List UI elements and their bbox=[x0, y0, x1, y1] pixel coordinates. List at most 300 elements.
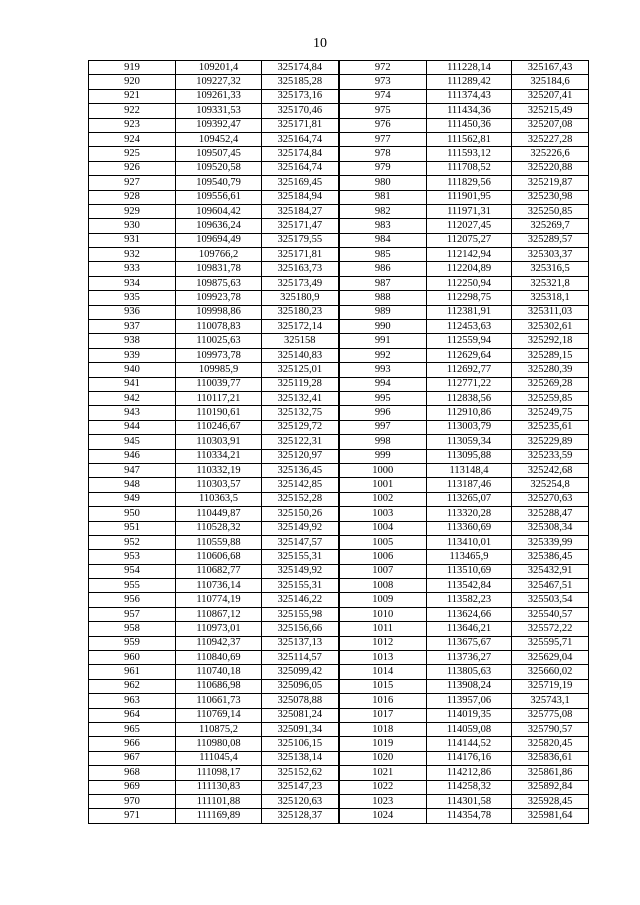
left-y-coordinate-cell: 325120,97 bbox=[262, 449, 339, 463]
right-y-coordinate-cell: 325269,7 bbox=[512, 219, 589, 233]
right-point-number-cell: 1000 bbox=[339, 463, 427, 477]
right-point-number-cell: 1024 bbox=[339, 809, 427, 823]
left-y-coordinate-cell: 325170,46 bbox=[262, 104, 339, 118]
left-point-number-cell: 950 bbox=[89, 507, 176, 521]
right-x-coordinate-cell: 112559,94 bbox=[427, 334, 512, 348]
right-x-coordinate-cell: 113582,23 bbox=[427, 593, 512, 607]
left-y-coordinate-cell: 325172,14 bbox=[262, 320, 339, 334]
left-y-coordinate-cell: 325091,34 bbox=[262, 722, 339, 736]
left-x-coordinate-cell: 110606,68 bbox=[176, 550, 262, 564]
right-y-coordinate-cell: 325892,84 bbox=[512, 780, 589, 794]
right-point-number-cell: 1018 bbox=[339, 722, 427, 736]
left-point-number-cell: 931 bbox=[89, 233, 176, 247]
right-point-number-cell: 984 bbox=[339, 233, 427, 247]
right-x-coordinate-cell: 113957,06 bbox=[427, 694, 512, 708]
left-y-coordinate-cell: 325119,28 bbox=[262, 377, 339, 391]
table-row bbox=[89, 766, 589, 780]
right-point-number-cell: 997 bbox=[339, 420, 427, 434]
left-point-number-cell: 956 bbox=[89, 593, 176, 607]
table-row bbox=[89, 391, 589, 405]
right-x-coordinate-cell: 112771,22 bbox=[427, 377, 512, 391]
right-x-coordinate-cell: 112027,45 bbox=[427, 219, 512, 233]
right-x-coordinate-cell: 114212,86 bbox=[427, 766, 512, 780]
left-y-coordinate-cell: 325152,62 bbox=[262, 766, 339, 780]
right-y-coordinate-cell: 325303,37 bbox=[512, 248, 589, 262]
left-y-coordinate-cell: 325171,81 bbox=[262, 248, 339, 262]
right-y-coordinate-cell: 325292,18 bbox=[512, 334, 589, 348]
table-row bbox=[89, 463, 589, 477]
left-y-coordinate-cell: 325096,05 bbox=[262, 679, 339, 693]
left-x-coordinate-cell: 110528,32 bbox=[176, 521, 262, 535]
left-point-number-cell: 934 bbox=[89, 276, 176, 290]
right-point-number-cell: 1003 bbox=[339, 507, 427, 521]
left-y-coordinate-cell: 325129,72 bbox=[262, 420, 339, 434]
left-y-coordinate-cell: 325184,94 bbox=[262, 190, 339, 204]
left-y-coordinate-cell: 325142,85 bbox=[262, 478, 339, 492]
right-point-number-cell: 987 bbox=[339, 276, 427, 290]
left-x-coordinate-cell: 110559,88 bbox=[176, 535, 262, 549]
left-y-coordinate-cell: 325132,41 bbox=[262, 391, 339, 405]
left-y-coordinate-cell: 325106,15 bbox=[262, 737, 339, 751]
right-point-number-cell: 1008 bbox=[339, 579, 427, 593]
left-x-coordinate-cell: 110334,21 bbox=[176, 449, 262, 463]
left-point-number-cell: 932 bbox=[89, 248, 176, 262]
right-y-coordinate-cell: 325836,61 bbox=[512, 751, 589, 765]
left-x-coordinate-cell: 110025,63 bbox=[176, 334, 262, 348]
right-y-coordinate-cell: 325467,51 bbox=[512, 579, 589, 593]
table-row bbox=[89, 61, 589, 75]
table-row bbox=[89, 607, 589, 621]
right-y-coordinate-cell: 325289,57 bbox=[512, 233, 589, 247]
right-point-number-cell: 1004 bbox=[339, 521, 427, 535]
right-x-coordinate-cell: 112204,89 bbox=[427, 262, 512, 276]
right-y-coordinate-cell: 325220,88 bbox=[512, 161, 589, 175]
left-point-number-cell: 919 bbox=[89, 61, 176, 75]
left-y-coordinate-cell: 325171,47 bbox=[262, 219, 339, 233]
right-y-coordinate-cell: 325229,89 bbox=[512, 435, 589, 449]
right-point-number-cell: 1013 bbox=[339, 651, 427, 665]
right-x-coordinate-cell: 112142,94 bbox=[427, 248, 512, 262]
left-y-coordinate-cell: 325149,92 bbox=[262, 521, 339, 535]
left-x-coordinate-cell: 109636,24 bbox=[176, 219, 262, 233]
right-y-coordinate-cell: 325775,08 bbox=[512, 708, 589, 722]
left-y-coordinate-cell: 325078,88 bbox=[262, 694, 339, 708]
right-point-number-cell: 973 bbox=[339, 75, 427, 89]
left-x-coordinate-cell: 110363,5 bbox=[176, 492, 262, 506]
left-x-coordinate-cell: 110942,37 bbox=[176, 636, 262, 650]
left-point-number-cell: 969 bbox=[89, 780, 176, 794]
table-row bbox=[89, 550, 589, 564]
table-row bbox=[89, 737, 589, 751]
right-y-coordinate-cell: 325259,85 bbox=[512, 391, 589, 405]
left-y-coordinate-cell: 325137,13 bbox=[262, 636, 339, 650]
left-x-coordinate-cell: 110246,67 bbox=[176, 420, 262, 434]
right-y-coordinate-cell: 325316,5 bbox=[512, 262, 589, 276]
left-point-number-cell: 930 bbox=[89, 219, 176, 233]
right-y-coordinate-cell: 325318,1 bbox=[512, 291, 589, 305]
left-y-coordinate-cell: 325164,74 bbox=[262, 132, 339, 146]
right-y-coordinate-cell: 325302,61 bbox=[512, 320, 589, 334]
right-x-coordinate-cell: 114354,78 bbox=[427, 809, 512, 823]
left-y-coordinate-cell: 325147,23 bbox=[262, 780, 339, 794]
right-point-number-cell: 998 bbox=[339, 435, 427, 449]
left-y-coordinate-cell: 325132,75 bbox=[262, 406, 339, 420]
right-x-coordinate-cell: 113805,63 bbox=[427, 665, 512, 679]
right-point-number-cell: 1010 bbox=[339, 607, 427, 621]
right-x-coordinate-cell: 113003,79 bbox=[427, 420, 512, 434]
left-point-number-cell: 962 bbox=[89, 679, 176, 693]
table-row bbox=[89, 377, 589, 391]
right-y-coordinate-cell: 325250,85 bbox=[512, 204, 589, 218]
left-y-coordinate-cell: 325184,27 bbox=[262, 204, 339, 218]
left-x-coordinate-cell: 110769,14 bbox=[176, 708, 262, 722]
left-x-coordinate-cell: 110980,08 bbox=[176, 737, 262, 751]
left-y-coordinate-cell: 325179,55 bbox=[262, 233, 339, 247]
right-x-coordinate-cell: 111434,36 bbox=[427, 104, 512, 118]
table-row bbox=[89, 722, 589, 736]
left-point-number-cell: 966 bbox=[89, 737, 176, 751]
right-y-coordinate-cell: 325215,49 bbox=[512, 104, 589, 118]
left-x-coordinate-cell: 110682,77 bbox=[176, 564, 262, 578]
right-y-coordinate-cell: 325503,54 bbox=[512, 593, 589, 607]
left-point-number-cell: 922 bbox=[89, 104, 176, 118]
right-y-coordinate-cell: 325321,8 bbox=[512, 276, 589, 290]
left-y-coordinate-cell: 325099,42 bbox=[262, 665, 339, 679]
right-x-coordinate-cell: 114176,16 bbox=[427, 751, 512, 765]
right-y-coordinate-cell: 325235,61 bbox=[512, 420, 589, 434]
left-x-coordinate-cell: 110190,61 bbox=[176, 406, 262, 420]
left-point-number-cell: 959 bbox=[89, 636, 176, 650]
left-x-coordinate-cell: 110661,73 bbox=[176, 694, 262, 708]
right-point-number-cell: 1014 bbox=[339, 665, 427, 679]
right-x-coordinate-cell: 113187,46 bbox=[427, 478, 512, 492]
right-point-number-cell: 988 bbox=[339, 291, 427, 305]
right-y-coordinate-cell: 325790,57 bbox=[512, 722, 589, 736]
right-x-coordinate-cell: 114019,35 bbox=[427, 708, 512, 722]
left-y-coordinate-cell: 325164,74 bbox=[262, 161, 339, 175]
left-point-number-cell: 940 bbox=[89, 363, 176, 377]
table-row bbox=[89, 291, 589, 305]
table-row bbox=[89, 507, 589, 521]
table-row bbox=[89, 564, 589, 578]
right-y-coordinate-cell: 325207,08 bbox=[512, 118, 589, 132]
right-x-coordinate-cell: 111971,31 bbox=[427, 204, 512, 218]
table-row bbox=[89, 89, 589, 103]
left-x-coordinate-cell: 109831,78 bbox=[176, 262, 262, 276]
left-y-coordinate-cell: 325146,22 bbox=[262, 593, 339, 607]
table-row bbox=[89, 348, 589, 362]
right-point-number-cell: 976 bbox=[339, 118, 427, 132]
left-point-number-cell: 941 bbox=[89, 377, 176, 391]
table-row bbox=[89, 478, 589, 492]
left-x-coordinate-cell: 109923,78 bbox=[176, 291, 262, 305]
left-x-coordinate-cell: 110117,21 bbox=[176, 391, 262, 405]
right-x-coordinate-cell: 113465,9 bbox=[427, 550, 512, 564]
left-y-coordinate-cell: 325180,23 bbox=[262, 305, 339, 319]
left-x-coordinate-cell: 110303,91 bbox=[176, 435, 262, 449]
left-x-coordinate-cell: 110875,2 bbox=[176, 722, 262, 736]
left-y-coordinate-cell: 325150,26 bbox=[262, 507, 339, 521]
left-y-coordinate-cell: 325147,57 bbox=[262, 535, 339, 549]
right-point-number-cell: 990 bbox=[339, 320, 427, 334]
left-point-number-cell: 933 bbox=[89, 262, 176, 276]
table-row bbox=[89, 521, 589, 535]
right-y-coordinate-cell: 325230,98 bbox=[512, 190, 589, 204]
right-point-number-cell: 1016 bbox=[339, 694, 427, 708]
left-x-coordinate-cell: 109261,33 bbox=[176, 89, 262, 103]
left-x-coordinate-cell: 111101,88 bbox=[176, 794, 262, 808]
left-point-number-cell: 963 bbox=[89, 694, 176, 708]
left-point-number-cell: 920 bbox=[89, 75, 176, 89]
right-y-coordinate-cell: 325719,19 bbox=[512, 679, 589, 693]
right-y-coordinate-cell: 325280,39 bbox=[512, 363, 589, 377]
right-x-coordinate-cell: 111829,56 bbox=[427, 176, 512, 190]
table-row bbox=[89, 219, 589, 233]
right-x-coordinate-cell: 113624,66 bbox=[427, 607, 512, 621]
left-x-coordinate-cell: 109331,53 bbox=[176, 104, 262, 118]
left-point-number-cell: 954 bbox=[89, 564, 176, 578]
table-row bbox=[89, 708, 589, 722]
left-x-coordinate-cell: 109227,32 bbox=[176, 75, 262, 89]
right-point-number-cell: 1011 bbox=[339, 622, 427, 636]
right-x-coordinate-cell: 113265,07 bbox=[427, 492, 512, 506]
right-point-number-cell: 1009 bbox=[339, 593, 427, 607]
right-y-coordinate-cell: 325249,75 bbox=[512, 406, 589, 420]
table-row bbox=[89, 204, 589, 218]
left-y-coordinate-cell: 325138,14 bbox=[262, 751, 339, 765]
left-point-number-cell: 948 bbox=[89, 478, 176, 492]
table-row bbox=[89, 305, 589, 319]
right-point-number-cell: 983 bbox=[339, 219, 427, 233]
left-x-coordinate-cell: 109520,58 bbox=[176, 161, 262, 175]
left-x-coordinate-cell: 110973,01 bbox=[176, 622, 262, 636]
right-x-coordinate-cell: 114301,58 bbox=[427, 794, 512, 808]
left-x-coordinate-cell: 109540,79 bbox=[176, 176, 262, 190]
left-point-number-cell: 927 bbox=[89, 176, 176, 190]
right-point-number-cell: 1012 bbox=[339, 636, 427, 650]
left-x-coordinate-cell: 111130,83 bbox=[176, 780, 262, 794]
table-row bbox=[89, 492, 589, 506]
left-point-number-cell: 958 bbox=[89, 622, 176, 636]
right-y-coordinate-cell: 325981,64 bbox=[512, 809, 589, 823]
right-x-coordinate-cell: 113646,21 bbox=[427, 622, 512, 636]
right-y-coordinate-cell: 325227,28 bbox=[512, 132, 589, 146]
left-x-coordinate-cell: 109985,9 bbox=[176, 363, 262, 377]
left-y-coordinate-cell: 325173,49 bbox=[262, 276, 339, 290]
left-y-coordinate-cell: 325155,31 bbox=[262, 550, 339, 564]
left-y-coordinate-cell: 325152,28 bbox=[262, 492, 339, 506]
right-y-coordinate-cell: 325572,22 bbox=[512, 622, 589, 636]
right-x-coordinate-cell: 111228,14 bbox=[427, 61, 512, 75]
right-x-coordinate-cell: 113675,67 bbox=[427, 636, 512, 650]
right-y-coordinate-cell: 325339,99 bbox=[512, 535, 589, 549]
right-y-coordinate-cell: 325254,8 bbox=[512, 478, 589, 492]
left-y-coordinate-cell: 325163,73 bbox=[262, 262, 339, 276]
right-point-number-cell: 980 bbox=[339, 176, 427, 190]
left-point-number-cell: 921 bbox=[89, 89, 176, 103]
right-point-number-cell: 989 bbox=[339, 305, 427, 319]
table-row bbox=[89, 420, 589, 434]
right-y-coordinate-cell: 325928,45 bbox=[512, 794, 589, 808]
right-x-coordinate-cell: 111708,52 bbox=[427, 161, 512, 175]
left-y-coordinate-cell: 325173,16 bbox=[262, 89, 339, 103]
left-y-coordinate-cell: 325158 bbox=[262, 334, 339, 348]
right-point-number-cell: 977 bbox=[339, 132, 427, 146]
table-row bbox=[89, 593, 589, 607]
table-row bbox=[89, 334, 589, 348]
table-row bbox=[89, 751, 589, 765]
right-y-coordinate-cell: 325226,6 bbox=[512, 147, 589, 161]
right-x-coordinate-cell: 112250,94 bbox=[427, 276, 512, 290]
left-point-number-cell: 935 bbox=[89, 291, 176, 305]
right-point-number-cell: 994 bbox=[339, 377, 427, 391]
left-point-number-cell: 952 bbox=[89, 535, 176, 549]
coordinates-table-body bbox=[89, 61, 589, 824]
table-row bbox=[89, 535, 589, 549]
right-point-number-cell: 981 bbox=[339, 190, 427, 204]
table-row bbox=[89, 694, 589, 708]
right-x-coordinate-cell: 112381,91 bbox=[427, 305, 512, 319]
table-row bbox=[89, 579, 589, 593]
right-point-number-cell: 993 bbox=[339, 363, 427, 377]
table-row bbox=[89, 248, 589, 262]
left-x-coordinate-cell: 109973,78 bbox=[176, 348, 262, 362]
right-point-number-cell: 991 bbox=[339, 334, 427, 348]
table-row bbox=[89, 435, 589, 449]
table-row bbox=[89, 636, 589, 650]
right-y-coordinate-cell: 325595,71 bbox=[512, 636, 589, 650]
left-x-coordinate-cell: 110039,77 bbox=[176, 377, 262, 391]
table-row bbox=[89, 276, 589, 290]
right-point-number-cell: 1007 bbox=[339, 564, 427, 578]
left-x-coordinate-cell: 110740,18 bbox=[176, 665, 262, 679]
left-point-number-cell: 968 bbox=[89, 766, 176, 780]
right-y-coordinate-cell: 325311,03 bbox=[512, 305, 589, 319]
right-x-coordinate-cell: 113320,28 bbox=[427, 507, 512, 521]
right-point-number-cell: 982 bbox=[339, 204, 427, 218]
left-point-number-cell: 955 bbox=[89, 579, 176, 593]
left-point-number-cell: 938 bbox=[89, 334, 176, 348]
right-x-coordinate-cell: 114258,32 bbox=[427, 780, 512, 794]
left-x-coordinate-cell: 109201,4 bbox=[176, 61, 262, 75]
left-x-coordinate-cell: 110867,12 bbox=[176, 607, 262, 621]
left-point-number-cell: 965 bbox=[89, 722, 176, 736]
right-point-number-cell: 1001 bbox=[339, 478, 427, 492]
right-point-number-cell: 1015 bbox=[339, 679, 427, 693]
right-y-coordinate-cell: 325167,43 bbox=[512, 61, 589, 75]
right-point-number-cell: 1022 bbox=[339, 780, 427, 794]
right-point-number-cell: 974 bbox=[339, 89, 427, 103]
right-point-number-cell: 972 bbox=[339, 61, 427, 75]
table-row bbox=[89, 190, 589, 204]
left-y-coordinate-cell: 325174,84 bbox=[262, 61, 339, 75]
right-x-coordinate-cell: 112629,64 bbox=[427, 348, 512, 362]
right-x-coordinate-cell: 112075,27 bbox=[427, 233, 512, 247]
table-row bbox=[89, 794, 589, 808]
table-row bbox=[89, 132, 589, 146]
right-point-number-cell: 999 bbox=[339, 449, 427, 463]
left-point-number-cell: 936 bbox=[89, 305, 176, 319]
right-point-number-cell: 992 bbox=[339, 348, 427, 362]
right-y-coordinate-cell: 325219,87 bbox=[512, 176, 589, 190]
right-x-coordinate-cell: 111562,81 bbox=[427, 132, 512, 146]
left-point-number-cell: 943 bbox=[89, 406, 176, 420]
right-x-coordinate-cell: 114059,08 bbox=[427, 722, 512, 736]
left-y-coordinate-cell: 325149,92 bbox=[262, 564, 339, 578]
right-x-coordinate-cell: 112692,77 bbox=[427, 363, 512, 377]
right-x-coordinate-cell: 114144,52 bbox=[427, 737, 512, 751]
left-x-coordinate-cell: 110736,14 bbox=[176, 579, 262, 593]
right-y-coordinate-cell: 325660,02 bbox=[512, 665, 589, 679]
left-point-number-cell: 923 bbox=[89, 118, 176, 132]
right-point-number-cell: 1017 bbox=[339, 708, 427, 722]
right-x-coordinate-cell: 113360,69 bbox=[427, 521, 512, 535]
right-x-coordinate-cell: 113736,27 bbox=[427, 651, 512, 665]
right-y-coordinate-cell: 325288,47 bbox=[512, 507, 589, 521]
table-row bbox=[89, 406, 589, 420]
right-x-coordinate-cell: 111901,95 bbox=[427, 190, 512, 204]
left-point-number-cell: 970 bbox=[89, 794, 176, 808]
left-point-number-cell: 928 bbox=[89, 190, 176, 204]
left-point-number-cell: 967 bbox=[89, 751, 176, 765]
right-x-coordinate-cell: 113542,84 bbox=[427, 579, 512, 593]
right-x-coordinate-cell: 113908,24 bbox=[427, 679, 512, 693]
right-x-coordinate-cell: 111374,43 bbox=[427, 89, 512, 103]
left-y-coordinate-cell: 325081,24 bbox=[262, 708, 339, 722]
left-point-number-cell: 926 bbox=[89, 161, 176, 175]
right-point-number-cell: 995 bbox=[339, 391, 427, 405]
left-y-coordinate-cell: 325155,31 bbox=[262, 579, 339, 593]
right-y-coordinate-cell: 325207,41 bbox=[512, 89, 589, 103]
right-x-coordinate-cell: 113095,88 bbox=[427, 449, 512, 463]
table-row bbox=[89, 665, 589, 679]
left-x-coordinate-cell: 110303,57 bbox=[176, 478, 262, 492]
left-x-coordinate-cell: 109998,86 bbox=[176, 305, 262, 319]
right-point-number-cell: 985 bbox=[339, 248, 427, 262]
left-x-coordinate-cell: 110332,19 bbox=[176, 463, 262, 477]
left-y-coordinate-cell: 325169,45 bbox=[262, 176, 339, 190]
right-point-number-cell: 978 bbox=[339, 147, 427, 161]
right-point-number-cell: 996 bbox=[339, 406, 427, 420]
left-x-coordinate-cell: 111169,89 bbox=[176, 809, 262, 823]
right-y-coordinate-cell: 325820,45 bbox=[512, 737, 589, 751]
left-point-number-cell: 939 bbox=[89, 348, 176, 362]
table-row bbox=[89, 147, 589, 161]
left-y-coordinate-cell: 325140,83 bbox=[262, 348, 339, 362]
left-x-coordinate-cell: 109452,4 bbox=[176, 132, 262, 146]
table-row bbox=[89, 161, 589, 175]
table-row bbox=[89, 118, 589, 132]
left-y-coordinate-cell: 325171,81 bbox=[262, 118, 339, 132]
right-y-coordinate-cell: 325432,91 bbox=[512, 564, 589, 578]
table-row bbox=[89, 651, 589, 665]
left-point-number-cell: 924 bbox=[89, 132, 176, 146]
left-x-coordinate-cell: 109694,49 bbox=[176, 233, 262, 247]
right-x-coordinate-cell: 113410,01 bbox=[427, 535, 512, 549]
right-y-coordinate-cell: 325184,6 bbox=[512, 75, 589, 89]
left-point-number-cell: 971 bbox=[89, 809, 176, 823]
left-point-number-cell: 946 bbox=[89, 449, 176, 463]
right-x-coordinate-cell: 111450,36 bbox=[427, 118, 512, 132]
left-point-number-cell: 961 bbox=[89, 665, 176, 679]
left-x-coordinate-cell: 110686,98 bbox=[176, 679, 262, 693]
right-point-number-cell: 1021 bbox=[339, 766, 427, 780]
left-y-coordinate-cell: 325120,63 bbox=[262, 794, 339, 808]
left-y-coordinate-cell: 325114,57 bbox=[262, 651, 339, 665]
right-x-coordinate-cell: 111289,42 bbox=[427, 75, 512, 89]
left-x-coordinate-cell: 110774,19 bbox=[176, 593, 262, 607]
table-row bbox=[89, 176, 589, 190]
